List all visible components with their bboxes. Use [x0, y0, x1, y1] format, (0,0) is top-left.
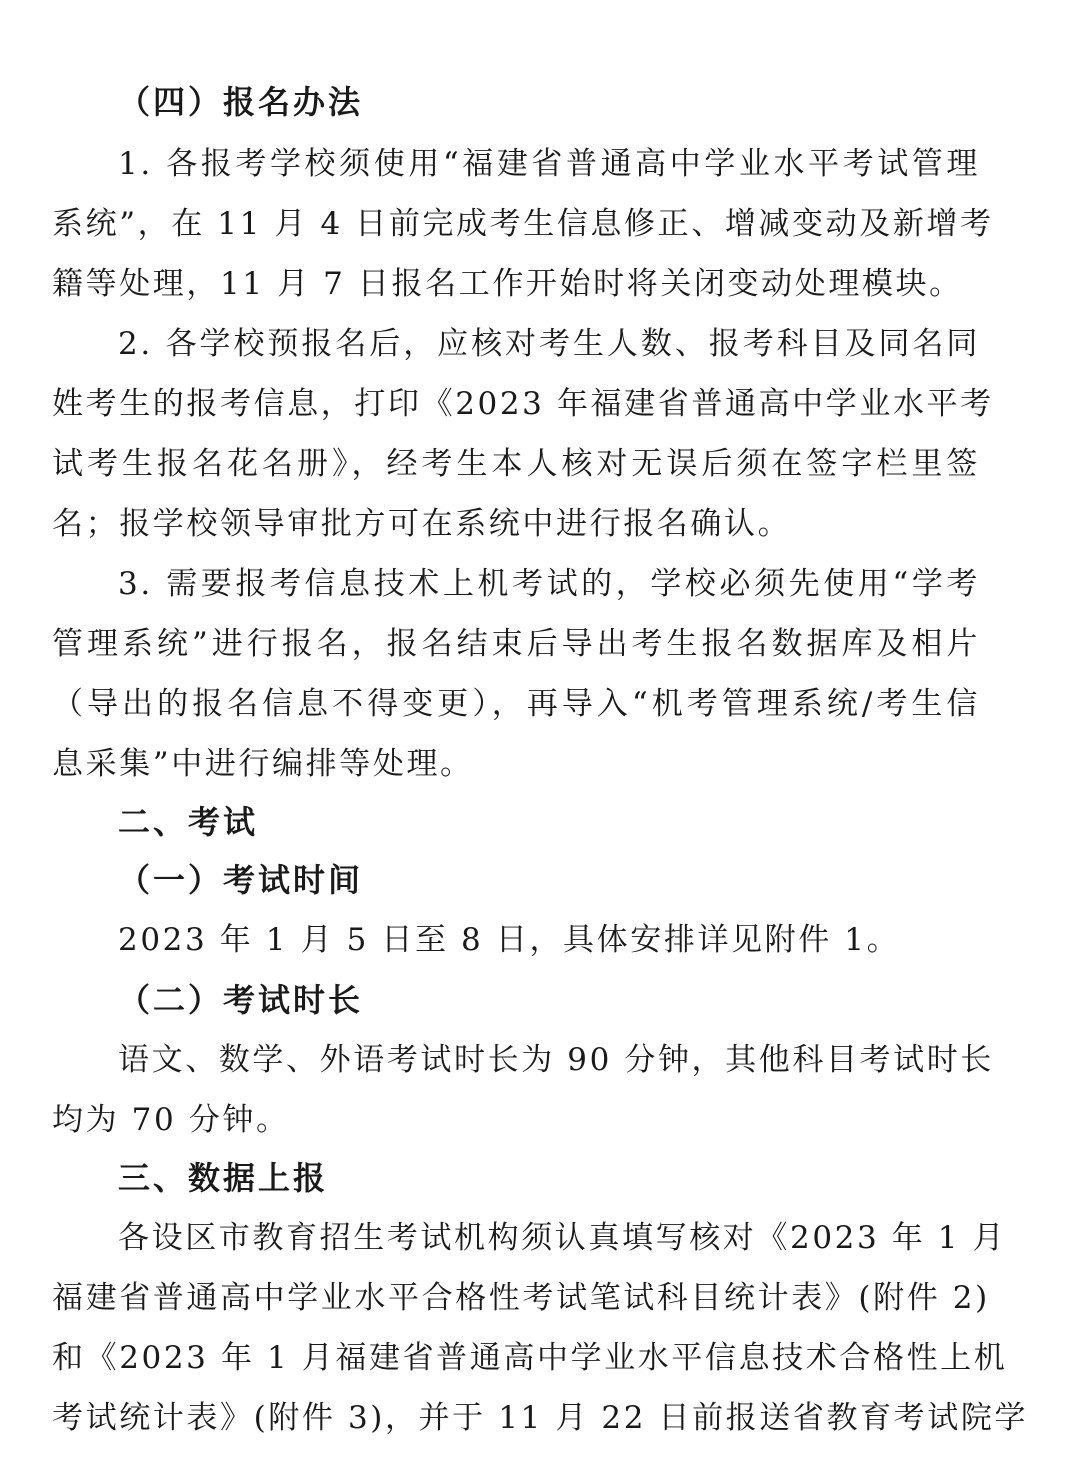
- paragraph-line: 3. 需要报考信息技术上机考试的，学校必须先使用“学考: [118, 566, 980, 602]
- paragraph-line: 福建省普通高中学业水平合格性考试笔试科目统计表》(附件 2): [52, 1280, 990, 1316]
- paragraph-line: 籍等处理，11 月 7 日报名工作开始时将关闭变动处理模块。: [52, 266, 963, 302]
- heading-data-report: 三、数据上报: [118, 1159, 329, 1197]
- paragraph-line: 和《2023 年 1 月福建省普通高中学业水平信息技术合格性上机: [52, 1340, 1008, 1376]
- heading-exam-duration: （二）考试时长: [118, 981, 364, 1019]
- paragraph-line: 系统”，在 11 月 4 日前完成考生信息修正、增减变动及新增考: [52, 206, 994, 242]
- heading-registration-method: （四）报名办法: [118, 83, 364, 121]
- paragraph-line: 息采集”中进行编排等处理。: [52, 746, 474, 782]
- heading-exam-time: （一）考试时间: [118, 861, 364, 899]
- paragraph-line: 各设区市教育招生考试机构须认真填写核对《2023 年 1 月: [118, 1220, 1007, 1256]
- paragraph-line: 管理系统”进行报名，报名结束后导出考生报名数据库及相片: [52, 626, 980, 662]
- paragraph-line: （导出的报名信息不得变更），再导入“机考管理系统/考生信: [52, 686, 980, 722]
- paragraph-line: 2. 各学校预报名后，应核对考生人数、报考科目及同名同: [118, 326, 980, 362]
- paragraph-line: 均为 70 分钟。: [52, 1102, 290, 1138]
- exam-time-text: 2023 年 1 月 5 日至 8 日，具体安排详见附件 1。: [118, 922, 901, 958]
- paragraph-line: 姓考生的报考信息，打印《2023 年福建省普通高中学业水平考: [52, 386, 994, 422]
- paragraph-line: 1. 各报考学校须使用“福建省普通高中学业水平考试管理: [118, 146, 980, 182]
- paragraph-line: 考试统计表》(附件 3)，并于 11 月 22 日前报送省教育考试院学: [52, 1400, 1029, 1436]
- paragraph-line: 语文、数学、外语考试时长为 90 分钟，其他科目考试时长: [118, 1042, 994, 1078]
- paragraph-line: 试考生报名花名册》，经考生本人核对无误后须在签字栏里签: [52, 446, 980, 482]
- heading-exam: 二、考试: [118, 803, 259, 841]
- paragraph-line: 名；报学校领导审批方可在系统中进行报名确认。: [52, 506, 792, 542]
